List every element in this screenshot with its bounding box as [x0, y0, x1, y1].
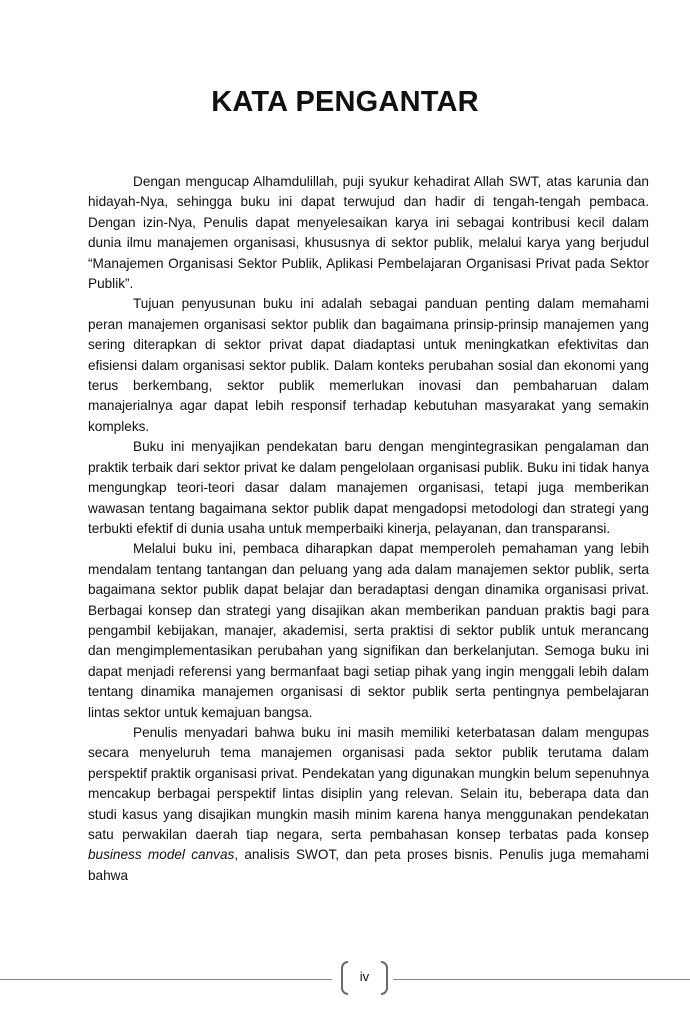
paragraph-last — [88, 723, 649, 886]
paragraph: Buku ini menyajikan pendekatan baru dengan mengintegrasikan pengalaman dan praktik terbaik dari sektor privat ke dalam pengelolaan organisasi publik. Buku ini tidak hanya mengungkap teori-teori dasar dalam manajemen organisasi, tetapi juga memberikan wawasan tentang bagaimana sektor publik dapat mengadopsi metodologi dan strategi yang terbukti efektif di dunia usaha untuk memperbaiki kinerja, pelayanan, dan transparansi. — [88, 439, 649, 536]
paragraph: Melalui buku ini, pembaca diharapkan dapat memperoleh pemahaman yang lebih mendalam tentang tantangan dan peluang yang ada dalam manajemen sektor publik, serta bagaimana sektor publik dapat belajar dan beradaptasi dengan dinamika organisasi privat. Berbagai konsep dan strategi yang disajikan akan memberikan panduan praktis bagi para pengambil kebijakan, manajer, akademisi, serta praktisi di sektor publik untuk merancang dan mengimplementasikan perubahan yang signifikan dan berkelanjutan. Semoga buku ini dapat menjadi referensi yang bermanfaat bagi setiap pihak yang ingin menggali lebih dalam tentang dinamika manajemen organisasi di sektor publik serta pentingnya pembelajaran lintas sektor untuk kemajuan bangsa. — [88, 541, 649, 720]
paragraph-text: Penulis menyadari bahwa buku ini masih memiliki keterbatasan dalam mengupas secara menyeluruh tema manajemen organisasi pada sektor publik terutama dalam perspektif praktik organisasi privat. Pendekatan yang digunakan mungkin belum sepenuhnya mencakup berbagai perspektif lintas disiplin yang relevan. Selain itu, beberapa data dan studi kasus yang disajikan mungkin masih minim karena hanya menggunakan pendekatan satu perwakilan daerah tiap negara, serta pembahasan konsep terbatas pada konsep — [88, 724, 649, 842]
paragraph: Dengan mengucap Alhamdulillah, puji syukur kehadirat Allah SWT, atas karunia dan hidayah-Nya, sehingga buku ini dapat terwujud dan hadir di tengah-tengah pembaca. Dengan izin-Nya, Penulis dapat menyelesaikan karya ini sebagai kontribusi kecil dalam dunia ilmu manajemen organisasi, khususnya di sektor publik, melalui karya yang berjudul “Manajemen Organisasi Sektor Publik, Aplikasi Pembelajaran Organisasi Privat pada Sektor Publik”. — [88, 174, 649, 292]
page-number: iv — [359, 969, 370, 984]
paragraph-text: , analisis SWOT, dan peta proses bisnis. Penulis juga memahami bahwa — [88, 847, 649, 883]
italic-term: business model canvas — [88, 847, 235, 863]
left-brace-icon — [341, 961, 348, 995]
footer-rule-right — [393, 979, 690, 980]
right-brace-icon — [381, 961, 388, 995]
footer-rule-left — [0, 979, 332, 980]
page-title: KATA PENGANTAR — [211, 86, 479, 118]
paragraph: Tujuan penyusunan buku ini adalah sebagai panduan penting dalam memahami peran manajemen organisasi sektor publik dan bagaimana prinsip-prinsip manajemen yang sering diterapkan di sektor privat dapat diadaptasi untuk meningkatkan efektivitas dan efisiensi dalam organisasi sektor publik. Dalam konteks perubahan sosial dan ekonomi yang terus berkembang, sektor publik memerlukan inovasi dan pembaharuan dalam manajerialnya agar dapat lebih responsif terhadap kebutuhan masyarakat yang semakin kompleks. — [88, 296, 649, 434]
body-text — [88, 172, 649, 886]
